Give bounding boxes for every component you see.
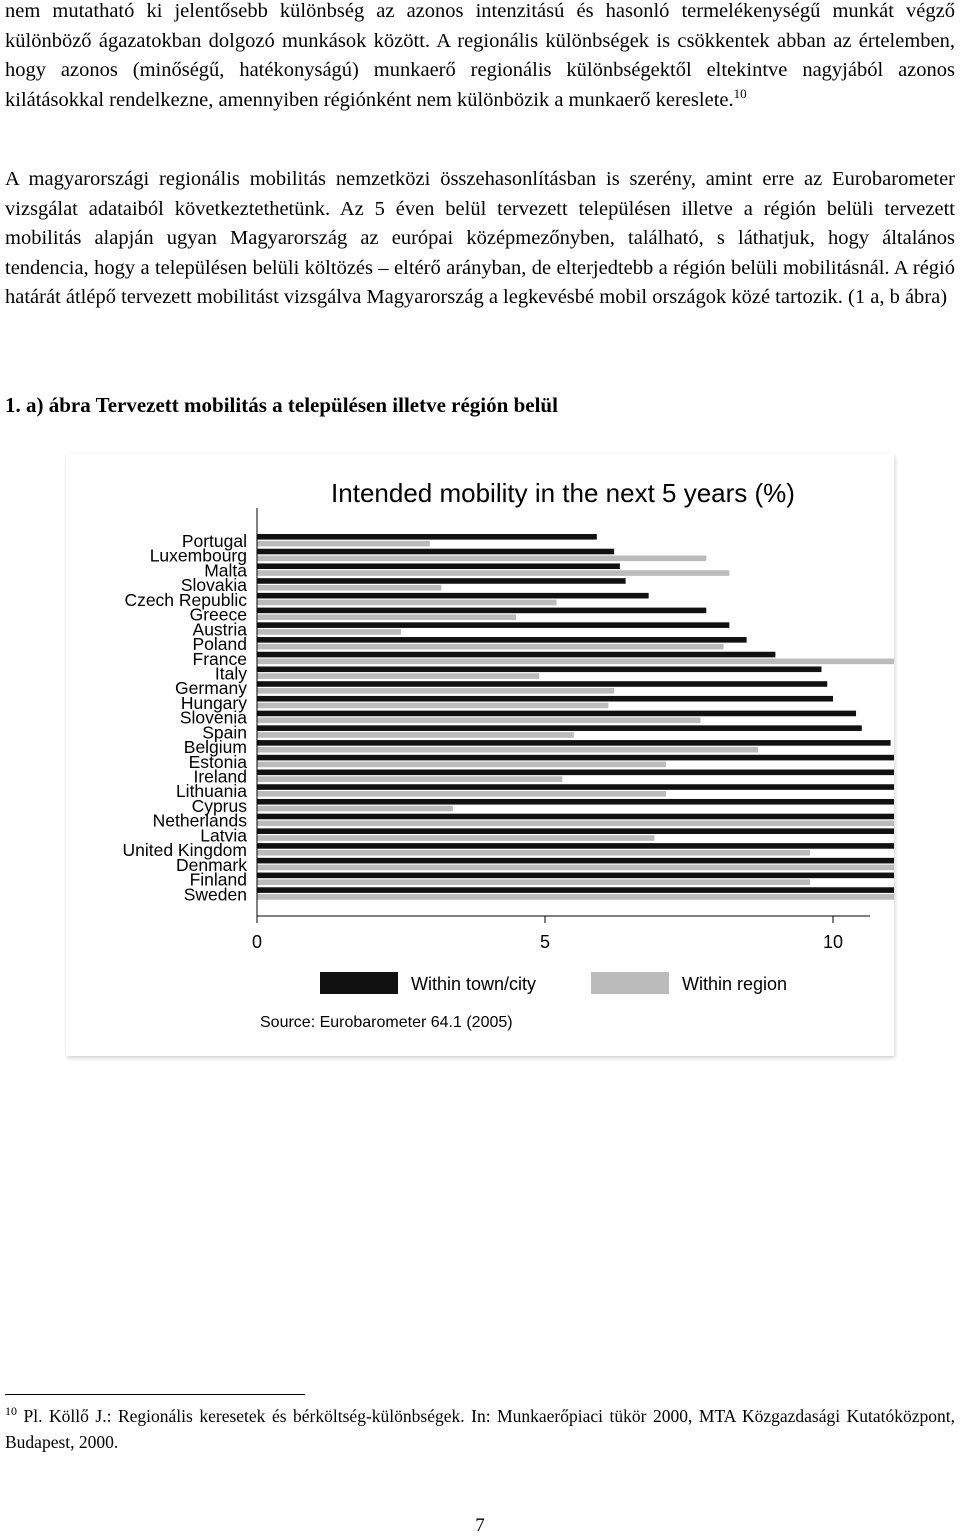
bar-within-region [257, 865, 894, 871]
page-number: 7 [475, 1515, 485, 1536]
bar-within-town [257, 652, 775, 658]
bar-within-town [257, 755, 894, 761]
bar-within-town [257, 711, 856, 717]
body-paragraph-2: A magyarországi regionális mobilitás nemzetközi összehasonlításban is szerény, amint erre az Eurobarometer vizsgálat adataiból következtethetünk. Az 5 éven belül tervezett településen illetve a régión belüli tervezett mobilitás alapján ugyan Magyarország az európai középmezőnyben, található, s láthatjuk, hogy általános tendencia, hogy a településen belüli költözés – eltérő arányban, de elterjedtebb a régión belüli mobilitásnál. A régió határát átlépő tervezett mobilitást vizsgálva Magyarország a legkevésbé mobil országok közé tartozik. (1 a, b ábra) [5, 168, 955, 309]
category-label: Ireland [193, 766, 247, 787]
bar-within-region [257, 806, 453, 812]
legend-swatch [320, 972, 398, 994]
category-label: Austria [192, 619, 247, 640]
footnote-number: 10 [5, 1404, 17, 1419]
bar-within-town [257, 534, 597, 540]
category-label: Estonia [188, 751, 247, 772]
legend [320, 972, 787, 994]
legend-label: Within town/city [411, 974, 537, 994]
x-tick-label: 5 [539, 932, 551, 952]
bar-within-region [257, 688, 614, 694]
bar-within-region [257, 732, 574, 738]
bar-within-region [257, 673, 539, 679]
bar-within-region [257, 762, 666, 768]
category-label: Germany [175, 678, 247, 699]
category-label: Belgium [183, 737, 247, 758]
bar-within-town [257, 666, 821, 672]
bar-within-region [257, 835, 654, 841]
category-label: Cyprus [191, 795, 247, 816]
category-label: Finland [189, 869, 247, 890]
category-label: Slovenia [179, 707, 247, 728]
bar-within-town [257, 784, 894, 790]
bar-group [257, 534, 894, 900]
category-label: Sweden [183, 884, 247, 905]
bar-within-town [257, 740, 891, 746]
footnote-text: Pl. Köllő J.: Regionális keresetek és bérköltség-különbségek. In: Munkaerőpiaci tükör 2000, MTA Közgazdasági Kutatóközpont, Budapest, 2000. [5, 1406, 955, 1452]
body-paragraph-1 [5, 0, 955, 115]
bar-within-region [257, 703, 608, 709]
footnote [5, 1403, 955, 1455]
legend-label: Within region [682, 974, 788, 994]
bar-within-region [257, 717, 701, 723]
category-label: Slovakia [180, 575, 247, 596]
bar-within-region [257, 541, 430, 547]
bar-within-town [257, 770, 894, 776]
category-label: France [192, 648, 247, 669]
category-label: Netherlands [152, 810, 247, 831]
bar-within-region [257, 629, 401, 635]
category-labels [122, 531, 247, 904]
bar-within-region [257, 600, 557, 606]
bar-within-town [257, 873, 894, 879]
category-label: Lithuania [175, 781, 247, 802]
bar-within-region [257, 614, 516, 620]
category-label: Portugal [181, 531, 247, 551]
bar-within-region [257, 850, 810, 856]
legend-swatch [591, 972, 669, 994]
x-tick-label: 10 [822, 932, 844, 952]
bar-within-town [257, 799, 894, 805]
bar-within-region [257, 570, 729, 576]
bar-within-town [257, 843, 894, 849]
bar-within-town [257, 608, 706, 614]
bar-within-town [257, 696, 833, 702]
bar-within-region [257, 776, 562, 782]
bar-within-region [257, 820, 894, 826]
category-label: Hungary [180, 692, 247, 713]
category-label: United Kingdom [122, 840, 247, 861]
bar-within-region [257, 879, 810, 885]
bar-within-region [257, 659, 894, 665]
category-label: Czech Republic [124, 589, 247, 610]
category-label: Greece [189, 604, 247, 625]
chart-source: Source: Eurobarometer 64.1 (2005) [260, 1014, 513, 1031]
bar-within-region [257, 556, 706, 562]
bar-chart [66, 454, 894, 1056]
footnote-divider [5, 1394, 305, 1395]
category-label: Poland [192, 634, 247, 655]
bar-within-town [257, 681, 827, 687]
bar-within-town [257, 593, 649, 599]
bar-within-region [257, 747, 758, 753]
figure-caption: 1. a) ábra Tervezett mobilitás a településen illetve régión belül [5, 393, 558, 417]
category-label: Italy [214, 663, 247, 684]
bar-within-town [257, 725, 862, 731]
x-tick-label: 0 [251, 932, 263, 952]
bar-within-town [257, 887, 894, 893]
bar-within-region [257, 585, 441, 591]
chart-title: Intended mobility in the next 5 years (%) [331, 478, 795, 508]
bar-within-town [257, 828, 894, 834]
category-label: Malta [204, 560, 247, 581]
bar-within-town [257, 578, 626, 584]
category-label: Denmark [176, 854, 247, 875]
bar-within-town [257, 814, 894, 820]
bar-within-town [257, 549, 614, 555]
chart-frame [66, 454, 894, 1056]
bar-within-region [257, 644, 724, 650]
paragraph-1-text: nem mutatható ki jelentősebb különbség az azonos intenzitású és hasonló termelékenységű munkát végző különböző ágazatokban dolgozó munkások között. A regionális különbségek is csökkentek abban az értelemben, hogy azonos (minőségű, hatékonyságú) munkaerő regionális különbségektől eltekintve nagyjából azonos kilátásokkal rendelkezne, amennyiben régiónként nem különbözik a munkaerő kereslete. [5, 0, 955, 111]
bar-within-town [257, 858, 894, 864]
category-label: Spain [202, 722, 247, 743]
bar-within-town [257, 622, 729, 628]
bar-within-town [257, 637, 747, 643]
category-label: Luxembourg [149, 545, 247, 566]
bar-within-town [257, 563, 620, 569]
category-label: Latvia [200, 825, 247, 846]
footnote-reference[interactable]: 10 [733, 85, 747, 101]
bar-within-region [257, 894, 894, 900]
bar-within-region [257, 791, 666, 797]
